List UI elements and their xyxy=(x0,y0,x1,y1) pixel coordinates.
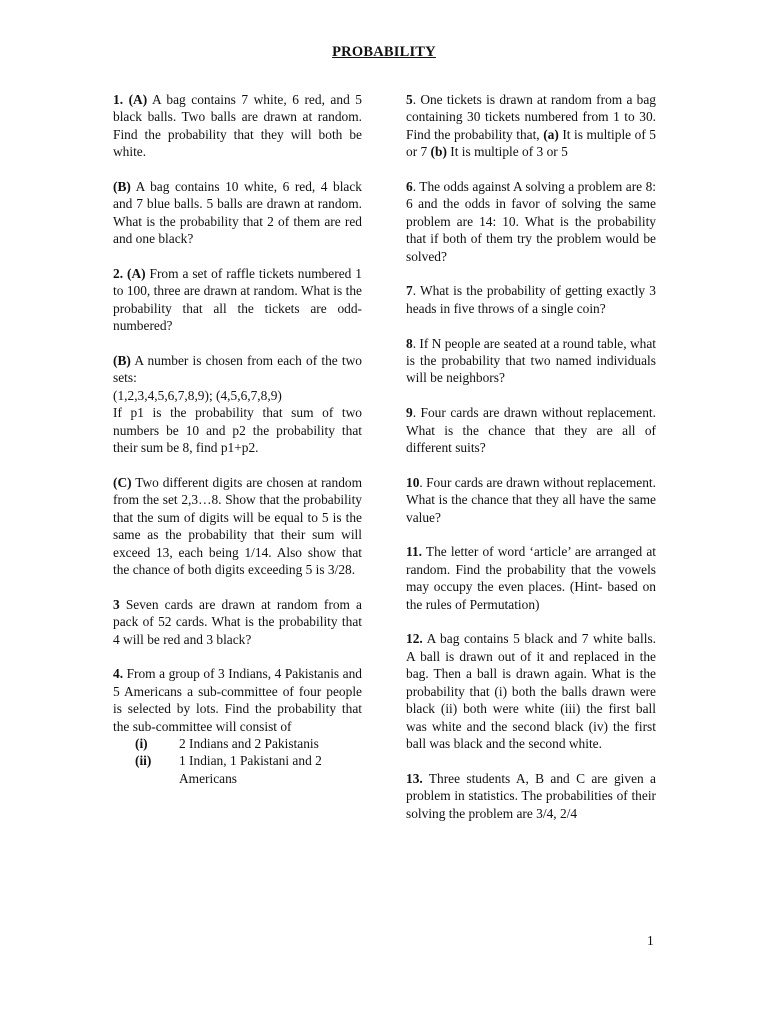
question-text: A bag contains 7 white, 6 red, and 5 black balls. Two balls are drawn at random. Find the probability that they will both be white. xyxy=(113,92,362,160)
question-13 xyxy=(406,770,656,822)
question-11 xyxy=(406,543,656,613)
question-text: It is multiple of 3 or 5 xyxy=(446,144,568,160)
question-3 xyxy=(113,596,362,648)
page-title: PROBABILITY xyxy=(332,44,436,60)
question-text: . One tickets is drawn at random from a bag containing 30 tickets numbered from 1 to 30. Find the probability that, xyxy=(406,92,656,142)
question-text: . Four cards are drawn without replacement. What is the chance that they are all of different suits? xyxy=(406,405,656,456)
question-text: Seven cards are drawn at random from a pack of 52 cards. What is the probability that 4 will be red and 3 black? xyxy=(113,596,362,647)
question-text: . What is the probability of getting exactly 3 heads in five throws of a single coin? xyxy=(406,283,656,316)
question-number: 8 xyxy=(406,335,413,351)
question-number: 10 xyxy=(406,474,420,490)
question-2b xyxy=(113,352,362,456)
question-number: 5 xyxy=(406,92,413,107)
question-4 xyxy=(113,665,362,735)
sub-item-i xyxy=(113,735,362,752)
question-text: From a group of 3 Indians, 4 Pakistanis and 5 Americans a sub-committee of four people is selected by lots. Find the probability that the sub-committee will consist of xyxy=(113,666,362,734)
question-text: The letter of word ‘article’ are arranged at random. Find the probability that the vowels may occupy the even places. (Hint- based on the rules of Permutation) xyxy=(406,544,656,612)
question-part-label: (A) xyxy=(126,266,146,282)
question-6 xyxy=(406,178,656,265)
sub-item-ii xyxy=(113,752,362,787)
question-text: . The odds against A solving a problem are 8: 6 and the odds in favor of solving the same problem are 14: 10. What is the probability that if both of them try the problem would be solved? xyxy=(406,179,656,264)
question-text: From a set of raffle tickets numbered 1 to 100, three are drawn at random. What is the probability that all the tickets are odd-numbered? xyxy=(113,266,362,334)
question-text: It is multiple of 5 or 7 xyxy=(406,126,656,160)
page-number: 1 xyxy=(647,933,654,948)
question-1a xyxy=(113,91,362,161)
question-number: 6 xyxy=(406,179,413,195)
sub-item-text: 2 Indians and 2 Pakistanis xyxy=(179,735,319,751)
question-number: 9 xyxy=(406,405,413,421)
question-number: 11. xyxy=(406,544,422,560)
question-text: Two different digits are chosen at random from the set 2,3…8. Show that the probability that the sum of digits will be equal to 5 is the same as the probability that their sum will exceed 13, each being 1/14. Also show that the chance of both digits exceeding 5 is 3/28. xyxy=(113,474,362,577)
question-text: A bag contains 5 black and 7 white balls. A ball is drawn out of it and replaced in the bag. Then a ball is drawn again. What is the probability that (i) both the balls drawn were black (ii) both were white (iii) the first ball was white and the second black (iv) the first ball was black and the second white. xyxy=(406,631,656,751)
question-2a xyxy=(113,265,362,335)
question-number: 1. xyxy=(113,92,124,107)
question-part-label: (b) xyxy=(430,144,447,160)
question-text-continued: If p1 is the probability that sum of two numbers be 10 and p2 the probability that their sum be 8, find p1+p2. xyxy=(113,405,362,456)
question-part-label: (a) xyxy=(543,126,559,142)
question-8 xyxy=(406,335,656,387)
question-text: Three students A, B and C are given a problem in statistics. The probabilities of their solving the problem are 3/4, 2/4 xyxy=(406,770,656,821)
sub-item-text: 1 Indian, 1 Pakistani and 2 Americans xyxy=(179,753,322,786)
question-part-label: (B) xyxy=(113,353,131,369)
question-text: . If N people are seated at a round table, what is the probability that two named individuals will be neighbors? xyxy=(406,335,656,386)
question-text: . Four cards are drawn without replacement. What is the chance that they all have the same value? xyxy=(406,474,656,525)
right-column xyxy=(406,91,656,839)
left-column xyxy=(113,91,362,787)
question-number: 7 xyxy=(406,283,413,299)
question-sets: (1,2,3,4,5,6,7,8,9); (4,5,6,7,8,9) xyxy=(113,387,282,403)
question-1b xyxy=(113,178,362,248)
question-part-label: (B) xyxy=(113,179,131,195)
question-5 xyxy=(406,91,656,161)
question-text: A number is chosen from each of the two sets: xyxy=(113,353,362,386)
question-text: A bag contains 10 white, 6 red, 4 black and 7 blue balls. 5 balls are drawn at random. What is the probability that 2 of them are red and one black? xyxy=(113,179,362,247)
question-number: 12. xyxy=(406,631,423,647)
question-number: 4. xyxy=(113,666,124,682)
question-9 xyxy=(406,404,656,456)
question-10 xyxy=(406,474,656,526)
question-2c xyxy=(113,474,362,578)
question-part-label: (C) xyxy=(113,474,132,490)
question-number: 13. xyxy=(406,770,423,786)
question-7 xyxy=(406,282,656,317)
question-number: 3 xyxy=(113,596,120,612)
sub-item-label: (i) xyxy=(135,735,148,751)
question-12 xyxy=(406,630,656,752)
question-part-label: (A) xyxy=(128,92,148,107)
sub-item-label: (ii) xyxy=(135,753,152,769)
question-number: 2. xyxy=(113,266,124,282)
